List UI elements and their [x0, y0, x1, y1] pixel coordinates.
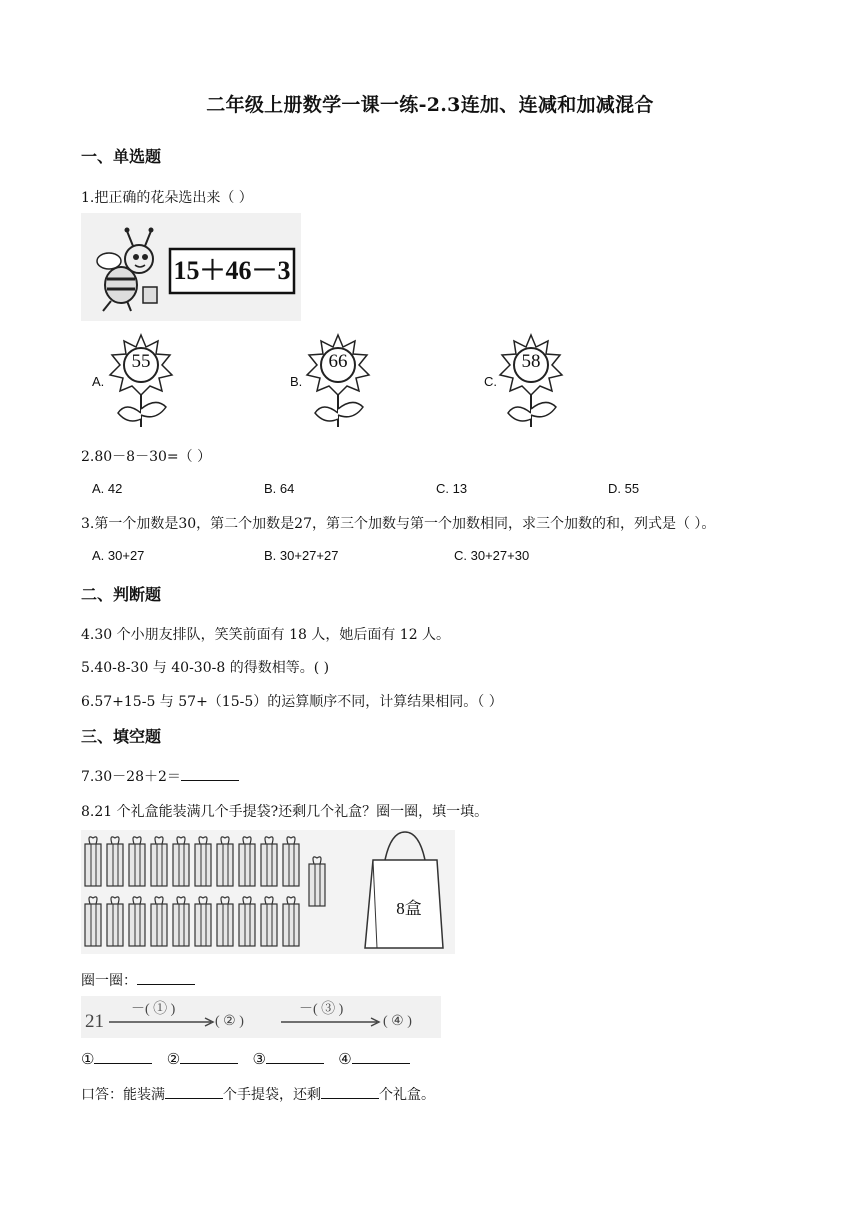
answer-blank[interactable] [181, 766, 239, 781]
sunflower-icon [498, 333, 564, 427]
option-a-label[interactable]: A. [92, 374, 105, 389]
oral-answer-mid: 个手提袋，还剩 [223, 1087, 321, 1103]
question-3: 3.第一个加数是30，第二个加数是27，第三个加数与第一个加数相同，求三个加数的和，列式是（ ）。 [81, 516, 716, 532]
flow-op-2: －( ③ ) [299, 1002, 344, 1017]
question-7 [81, 766, 239, 786]
question-5: 5.40-8-30 与 40-30-8 的得数相等。( ) [81, 660, 330, 676]
answer-blank-2[interactable] [180, 1049, 238, 1064]
oral-answer [81, 1084, 435, 1104]
section-heading-true-false: 二、判断题 [81, 585, 162, 604]
section-heading-fill-blank: 三、填空题 [81, 727, 162, 746]
oral-answer-suffix: 个礼盒。 [379, 1087, 435, 1103]
question-6: 6.57+15-5 与 57+（15-5）的运算顺序不同，计算结果相同。（ ） [81, 694, 503, 710]
q3-option-c[interactable]: C. 30+27+30 [454, 548, 530, 563]
answer-blank-3[interactable] [266, 1049, 324, 1064]
blank-label-3: ③ [252, 1050, 266, 1068]
question-2: 2.80－8－30=（ ） [81, 449, 212, 465]
oral-answer-prefix: 口答：能装满 [81, 1087, 165, 1103]
question-1: 1.把正确的花朵选出来（ ） [81, 190, 253, 206]
expression-label: 15＋46－3 [173, 256, 291, 285]
flower-value: 66 [328, 351, 348, 372]
q2-option-a[interactable]: A. 42 [92, 481, 123, 496]
flow-start: 21 [85, 1011, 104, 1032]
gift-box-group [81, 830, 455, 954]
numbered-blanks [81, 1049, 410, 1068]
bag-label: 8盒 [396, 899, 422, 918]
blank-label-1: ① [81, 1050, 95, 1068]
flower-value: 55 [131, 351, 151, 372]
flower-option-b[interactable] [305, 333, 371, 427]
page-title: 二年级上册数学一课一练-2.3连加、连减和加减混合 [206, 94, 654, 116]
flower-option-a[interactable] [108, 333, 174, 427]
q2-option-c[interactable]: C. 13 [436, 481, 468, 496]
q3-option-a[interactable]: A. 30+27 [92, 548, 145, 563]
subtraction-flow-diagram [81, 996, 441, 1038]
question-7-text: 7.30－28＋2＝ [81, 769, 181, 785]
q3-option-b[interactable]: B. 30+27+27 [264, 548, 339, 563]
circle-prompt [81, 970, 195, 990]
sunflower-icon [108, 333, 174, 427]
q2-option-d[interactable]: D. 55 [608, 481, 640, 496]
option-c-label[interactable]: C. [484, 374, 497, 389]
sunflower-icon [305, 333, 371, 427]
question-4: 4.30 个小朋友排队，笑笑前面有 18 人，她后面有 12 人。 [81, 627, 451, 643]
flow-result-1: ( ② ) [215, 1014, 244, 1029]
q2-option-b[interactable]: B. 64 [264, 481, 295, 496]
bee-expression-image [81, 213, 301, 321]
answer-blank-bags[interactable] [165, 1084, 223, 1099]
answer-blank-4[interactable] [352, 1049, 410, 1064]
option-b-label[interactable]: B. [290, 374, 303, 389]
answer-blank[interactable] [137, 970, 195, 985]
section-heading-single-choice: 一、单选题 [81, 147, 162, 166]
flower-value: 58 [521, 351, 541, 372]
flower-option-c[interactable] [498, 333, 564, 427]
flow-op-1: －( ① ) [131, 1002, 176, 1017]
blank-label-4: ④ [338, 1050, 352, 1068]
flow-result-2: ( ④ ) [383, 1014, 412, 1029]
gift-boxes-image [81, 830, 455, 954]
answer-blank-remaining[interactable] [321, 1084, 379, 1099]
answer-blank-1[interactable] [94, 1049, 152, 1064]
question-8: 8.21 个礼盒能装满几个手提袋?还剩几个礼盒？圈一圈，填一填。 [81, 804, 489, 820]
circle-prompt-text: 圈一圈： [81, 973, 137, 989]
blank-label-2: ② [166, 1050, 181, 1068]
